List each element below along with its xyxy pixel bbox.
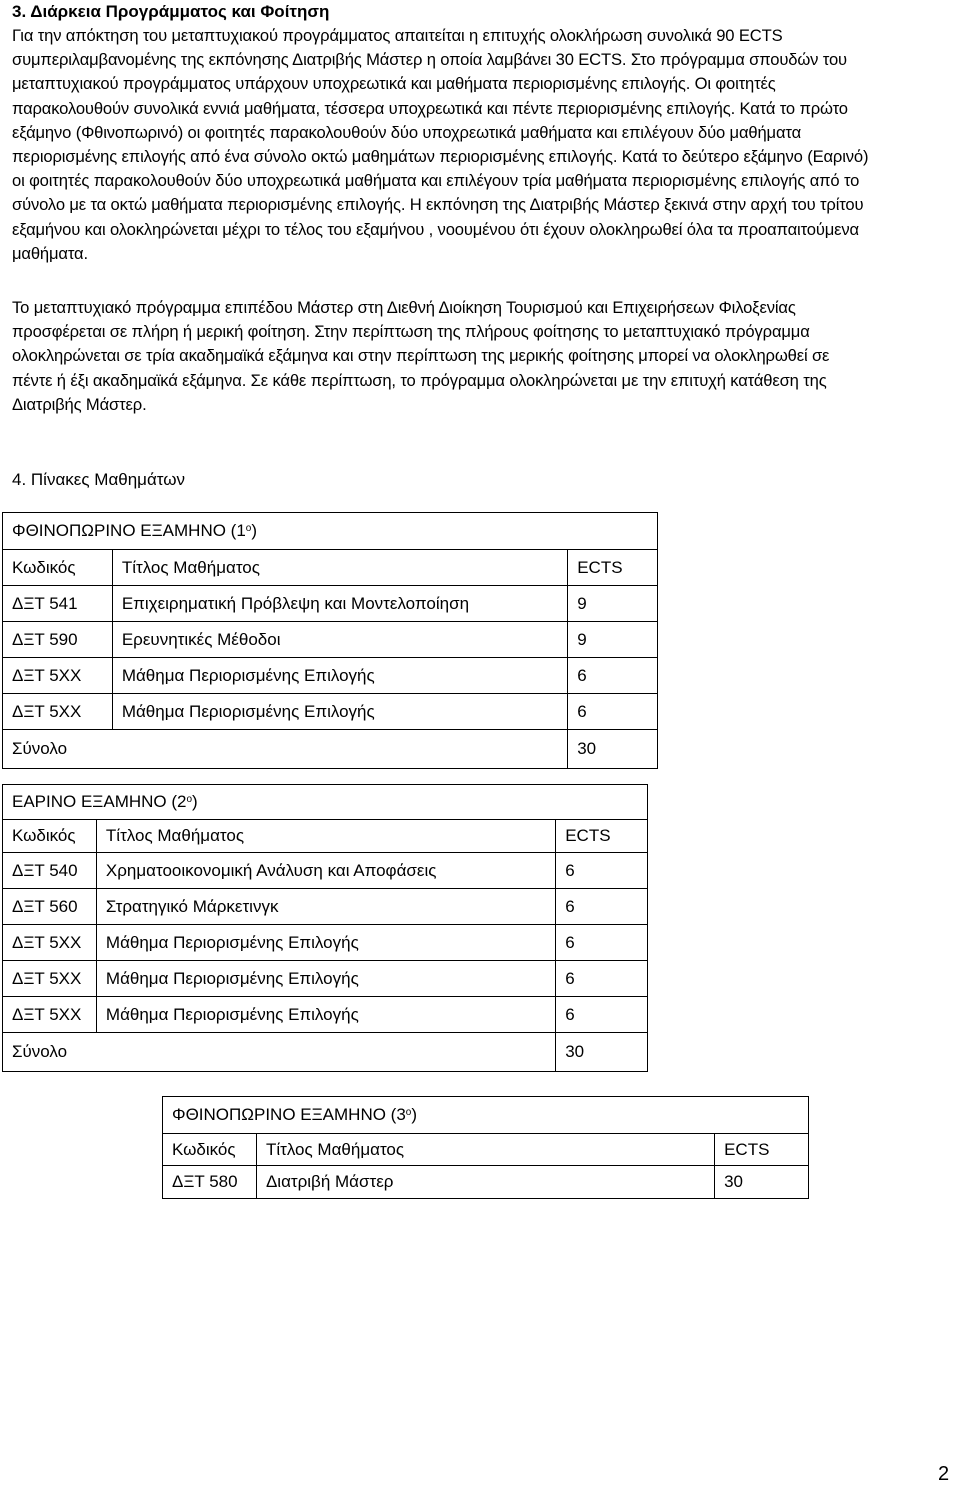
table-header-row	[163, 1134, 809, 1166]
section-3-paragraph-1	[12, 24, 952, 266]
table-row	[3, 586, 658, 622]
course-code: ΔΞΤ 541	[3, 586, 113, 622]
caption-superscript: ο	[186, 794, 193, 805]
table-caption-row	[3, 785, 648, 820]
course-code: ΔΞΤ 540	[3, 853, 97, 889]
table-row	[163, 1166, 809, 1199]
course-title: Μάθημα Περιορισμένης Επιλογής	[96, 961, 555, 997]
column-header-title: Τίτλος Μαθήματος	[112, 550, 567, 586]
course-ects: 6	[556, 889, 648, 925]
column-header-code: Κωδικός	[163, 1134, 257, 1166]
course-code: ΔΞΤ 5XX	[3, 694, 113, 730]
course-title: Μάθημα Περιορισμένης Επιλογής	[112, 658, 567, 694]
course-title: Επιχειρηματική Πρόβλεψη και Μοντελοποίηση	[112, 586, 567, 622]
paragraph-line: ολοκληρώνεται σε τρία ακαδημαϊκά εξάμηνα και στην περίπτωση της μερικής φοίτησης μπορεί να ολοκληρωθεί σε	[12, 346, 830, 366]
course-code: ΔΞΤ 580	[163, 1166, 257, 1199]
table-header-row	[3, 550, 658, 586]
column-header-title: Τίτλος Μαθήματος	[96, 820, 555, 853]
caption-text: ΦΘΙΝΟΠΩΡΙΝΟ ΕΞΑΜΗΝΟ (3	[172, 1105, 406, 1124]
column-header-code: Κωδικός	[3, 550, 113, 586]
autumn-semester-1-table	[2, 512, 658, 769]
table-row	[3, 997, 648, 1033]
course-ects: 6	[556, 853, 648, 889]
course-title: Διατριβή Μάστερ	[256, 1166, 714, 1199]
caption-text: ΕΑΡΙΝΟ ΕΞΑΜΗΝΟ (2	[12, 792, 187, 811]
paragraph-line: σύνολο με τα οκτώ μαθήματα περιορισμένης επιλογής. Η εκπόνηση της Διατριβής Μάστερ ξεκινά στην αρχή του τρίτου	[12, 195, 864, 215]
table-caption-row	[163, 1097, 809, 1134]
course-code: ΔΞΤ 5XX	[3, 997, 97, 1033]
spring-semester-2-table	[2, 784, 648, 1072]
column-header-code: Κωδικός	[3, 820, 97, 853]
course-ects: 6	[556, 961, 648, 997]
course-title: Μάθημα Περιορισμένης Επιλογής	[96, 997, 555, 1033]
autumn-semester-3-table	[162, 1096, 809, 1199]
table-row	[3, 658, 658, 694]
paragraph-line: Διατριβής Μάστερ.	[12, 394, 147, 414]
course-title: Μάθημα Περιορισμένης Επιλογής	[112, 694, 567, 730]
table-header-row	[3, 820, 648, 853]
course-code: ΔΞΤ 5XX	[3, 658, 113, 694]
caption-text: ΦΘΙΝΟΠΩΡΙΝΟ ΕΞΑΜΗΝΟ (1	[12, 521, 246, 540]
course-code: ΔΞΤ 5XX	[3, 961, 97, 997]
column-header-ects: ECTS	[715, 1134, 809, 1166]
table-row	[3, 889, 648, 925]
paragraph-line: πέντε ή έξι ακαδημαϊκά εξάμηνα. Σε κάθε περίπτωση, το πρόγραμμα ολοκληρώνεται με την επιτυχή κατάθεση της	[12, 370, 827, 390]
caption-end: )	[411, 1105, 418, 1124]
course-code: ΔΞΤ 5XX	[3, 925, 97, 961]
table-caption-row	[3, 513, 658, 550]
table-caption	[163, 1097, 809, 1134]
caption-end: )	[251, 521, 258, 540]
table-total-row	[3, 1033, 648, 1072]
table-row	[3, 925, 648, 961]
column-header-ects: ECTS	[556, 820, 648, 853]
total-label: Σύνολο	[3, 1033, 556, 1072]
paragraph-line: μεταπτυχιακού προγράμματος υπάρχουν υποχρεωτικά και μαθήματα περιορισμένης επιλογής. Οι φοιτητές	[12, 74, 776, 94]
course-title: Ερευνητικές Μέθοδοι	[112, 622, 567, 658]
paragraph-line: προσφέρεται σε πλήρη ή μερική φοίτηση. Στην περίπτωση της πλήρους φοίτησης το μεταπτυχιακό πρόγραμμα	[12, 322, 810, 342]
course-ects: 30	[715, 1166, 809, 1199]
section-3-paragraph-2	[12, 296, 952, 417]
column-header-ects: ECTS	[568, 550, 658, 586]
table-caption	[3, 513, 658, 550]
table-caption	[3, 785, 648, 820]
course-ects: 9	[568, 622, 658, 658]
paragraph-line: εξαμήνου και ολοκληρώνεται μέχρι το τέλος του εξαμήνου , νοουμένου ότι έχουν ολοκληρωθεί όλα τα προαπαιτούμενα	[12, 219, 859, 239]
course-ects: 6	[568, 694, 658, 730]
course-code: ΔΞΤ 560	[3, 889, 97, 925]
paragraph-line: παρακολουθούν συνολικά εννιά μαθήματα, τέσσερα υποχρεωτικά και πέντε περιορισμένης επιλογής. Κατά το πρώτο	[12, 98, 848, 118]
column-header-title: Τίτλος Μαθήματος	[256, 1134, 714, 1166]
caption-end: )	[192, 792, 198, 811]
course-title: Μάθημα Περιορισμένης Επιλογής	[96, 925, 555, 961]
table-row	[3, 853, 648, 889]
course-code: ΔΞΤ 590	[3, 622, 113, 658]
total-label: Σύνολο	[3, 730, 568, 769]
paragraph-line: μαθήματα.	[12, 243, 88, 263]
paragraph-line: Το μεταπτυχιακό πρόγραμμα επιπέδου Μάστερ στη Διεθνή Διοίκηση Τουρισμού και Επιχειρήσεων Φιλοξενίας	[12, 298, 796, 317]
paragraph-line: εξάμηνο (Φθινοπωρινό) οι φοιτητές παρακολουθούν δύο υποχρεωτικά μαθήματα και επιλέγουν δύο μαθήματα	[12, 122, 802, 142]
table-row	[3, 961, 648, 997]
course-ects: 9	[568, 586, 658, 622]
course-ects: 6	[568, 658, 658, 694]
paragraph-line: περιορισμένης επιλογής από ένα σύνολο οκτώ μαθημάτων περιορισμένης επιλογής. Κατά το δεύτερο εξάμηνο (Εαρινό)	[12, 147, 869, 167]
caption-superscript: ο	[245, 523, 252, 534]
caption-superscript: ο	[405, 1107, 412, 1118]
course-ects: 6	[556, 925, 648, 961]
course-title: Χρηματοοικονομική Ανάλυση και Αποφάσεις	[96, 853, 555, 889]
table-row	[3, 694, 658, 730]
section-3-heading: 3. Διάρκεια Προγράμματος και Φοίτηση	[12, 2, 330, 21]
section-4-heading: 4. Πίνακες Μαθημάτων	[12, 470, 186, 489]
paragraph-line: Για την απόκτηση του μεταπτυχιακού προγράμματος απαιτείται η επιτυχής ολοκλήρωση συνολικά 90 ECTS	[12, 26, 783, 45]
table-row	[3, 622, 658, 658]
paragraph-line: συμπεριλαμβανομένης της εκπόνησης Διατριβής Μάστερ η οποία λαμβάνει 30 ECTS. Στο πρόγραμμα σπουδών του	[12, 50, 847, 70]
table-total-row	[3, 730, 658, 769]
course-title: Στρατηγικό Μάρκετινγκ	[96, 889, 555, 925]
total-value: 30	[556, 1033, 648, 1072]
page-number: 2	[938, 1463, 950, 1485]
total-value: 30	[568, 730, 658, 769]
paragraph-line: οι φοιτητές παρακολουθούν δύο υποχρεωτικά μαθήματα και επιλέγουν τρία μαθήματα περιορισμένης επιλογής από το	[12, 171, 860, 191]
course-ects: 6	[556, 997, 648, 1033]
